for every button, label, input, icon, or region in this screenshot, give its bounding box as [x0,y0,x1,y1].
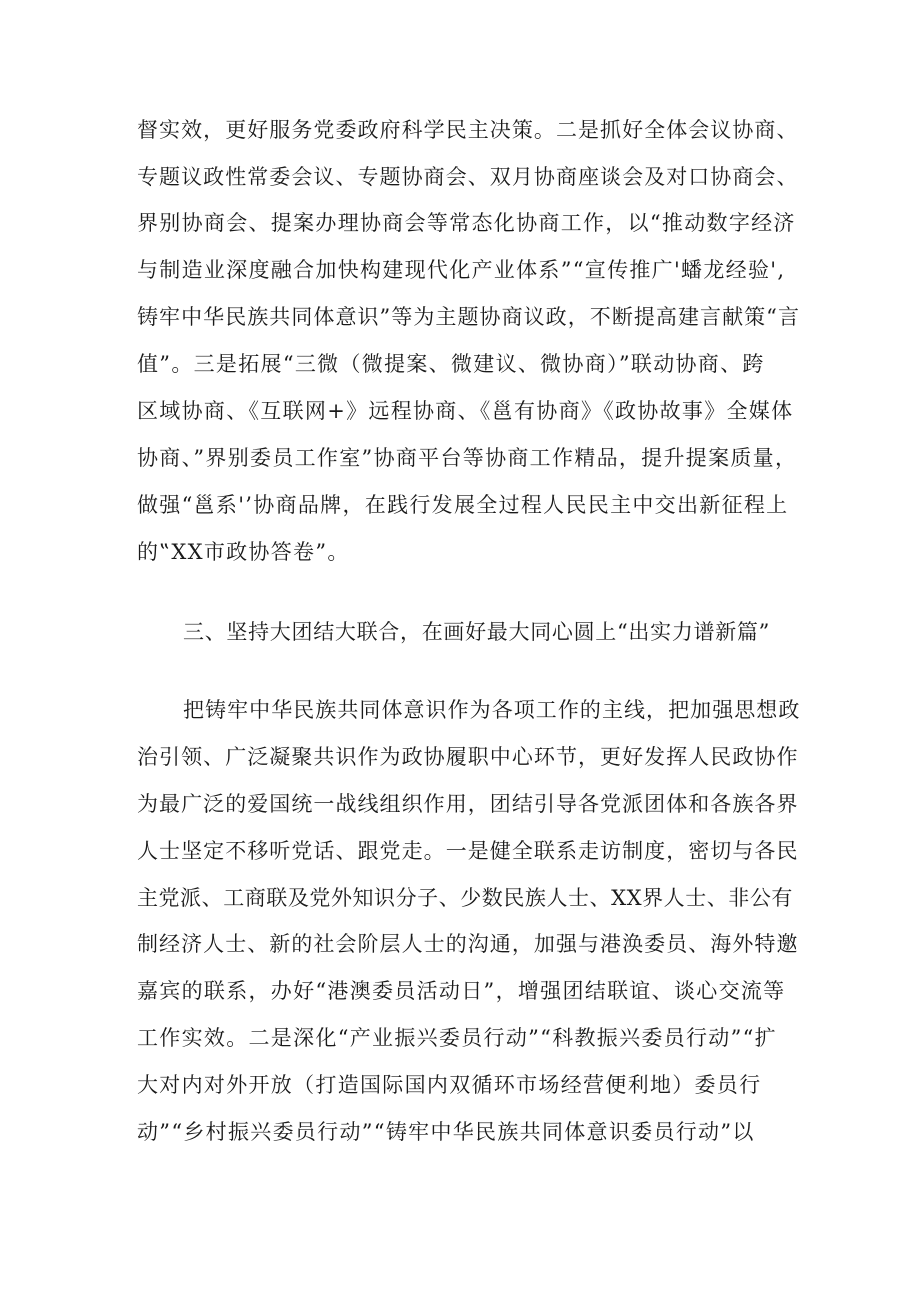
paragraph2-line-8: 工作实效。二是深化“产业振兴委员行动”“科教振兴委员行动”“扩 [137,1026,777,1050]
paragraph2-line-4: 人士坚定不移听党话、跟党走。一是健全联系走访制度，密切与各民 [137,839,799,863]
paragraph2-line-6: 制经济人士、新的社会阶层人士的沟通，加强与港涣委员、海外特邀 [137,932,799,956]
paragraph2-line-1: 把铸牢中华民族共同体意识作为各项工作的主线，把加强思想政 [183,698,801,722]
paragraph1-line-6: 值”。三是拓展“三微（微提案、微建议、微协商）”联动协商、跨 [137,352,765,376]
paragraph2-line-9: 大对内对外开放（打造国际国内双循环市场经营便利地）委员行 [137,1073,762,1097]
paragraph1-line-9: 做强“邕系'’协商品牌，在践行发展全过程人民民主中交出新征程上 [137,493,789,517]
paragraph2-line-10: 动”“乡村振兴委员行动”“铸牢中华民族共同体意识委员行动”以 [137,1120,755,1144]
paragraph1-line-5: 铸牢中华民族共同体意识”等为主题协商议政，不断提高建言献策“言 [137,305,801,329]
paragraph1-line-10: 的‟XX市政协答卷”。 [137,540,350,564]
paragraph1-line-7: 区域协商、《互联网+》远程协商、《邕有协商》《政协故事》全媒体 [137,399,794,423]
paragraph2-line-2: 治引领、广泛凝聚共识作为政协履职中心环节，更好发挥人民政协作 [137,745,799,769]
section-heading: 三、坚持大团结大联合，在画好最大同心圆上“出实力谱新篇” [183,620,771,644]
paragraph1-line-8: 协商、”界别委员工作室”协商平台等协商工作精品，提升提案质量， [137,446,798,470]
paragraph1-line-4: 与制造业深度融合加快构建现代化产业体系”“宣传推广'蟠龙经验', [137,258,786,282]
paragraph1-line-2: 专题议政性常委会议、专题协商会、双月协商座谈会及对口协商会、 [137,165,799,189]
paragraph2-line-7: 嘉宾的联系，办好“港澳委员活动日”，增强团结联谊、谈心交流等 [137,979,786,1003]
paragraph2-line-3: 为最广泛的爱国统一战线组织作用，团结引导各党派团体和各族各界 [137,792,799,816]
paragraph1-line-1: 督实效，更好服务党委政府科学民主决策。二是抓好全体会议协商、 [137,118,799,142]
paragraph1-line-3: 界别协商会、提案办理协商会等常态化协商工作，以“推动数字经济 [137,211,796,235]
paragraph2-line-5: 主党派、工商联及党外知识分子、少数民族人士、XX界人士、非公有 [137,886,793,910]
